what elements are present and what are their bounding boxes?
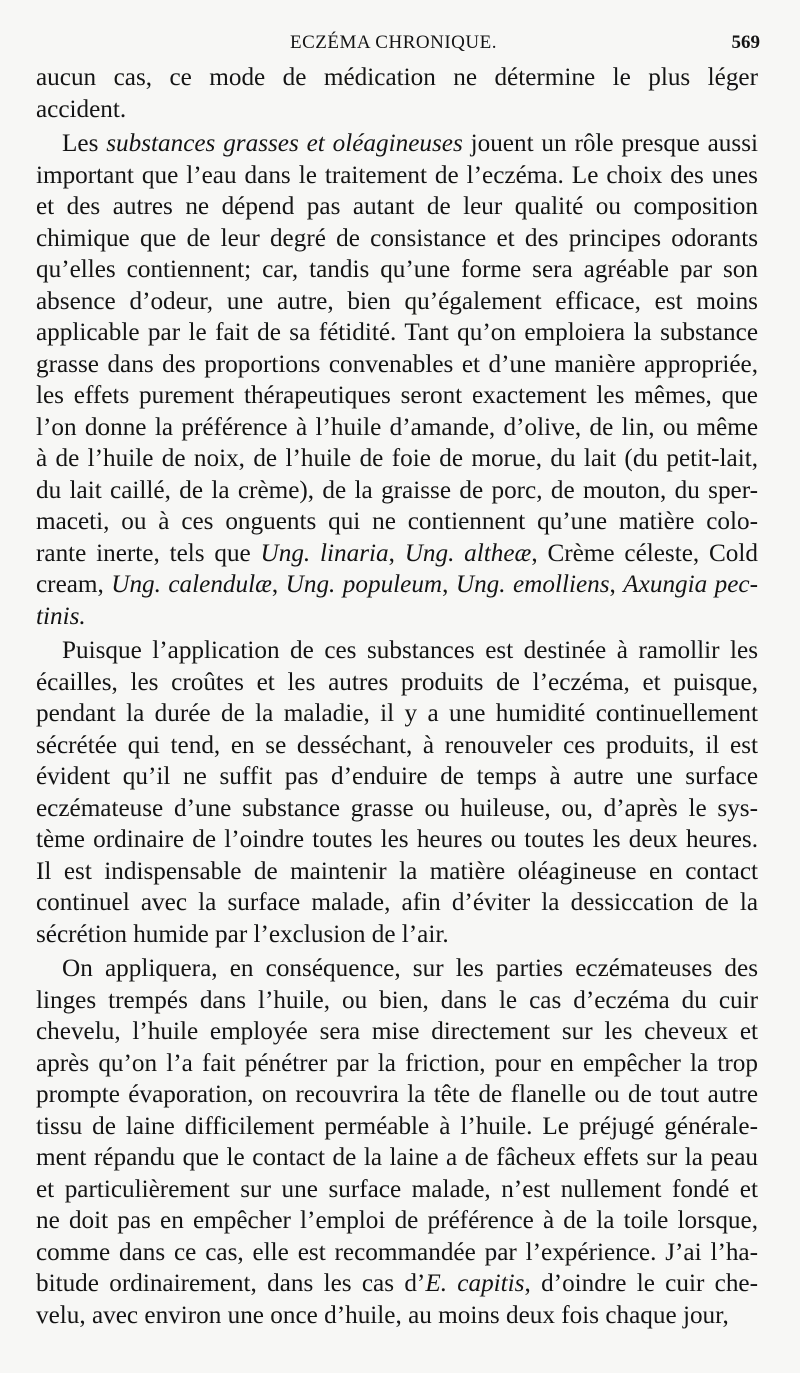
text-line: sécrétion humide par l’exclusion de l’air. — [36, 920, 449, 948]
text-line: aucun cas, ce mode de médication ne détermine le plus léger — [36, 64, 758, 91]
text-line: important que l’eau dans le traitement de l’eczéma. Le choix des unes — [36, 161, 758, 189]
paragraph — [36, 635, 758, 950]
text-line: applicable par le fait de sa fétidité. Tant qu’on emploiera la substance — [36, 319, 758, 346]
text-line: Les substances grasses et oléagineuses jouent un rôle presque aussi — [62, 130, 759, 157]
text-line: et des autres ne dépend pas autant de leur qualité ou composition — [36, 193, 758, 220]
text-line: et particulièrement sur une surface malade, n’est nullement fondé et — [36, 1175, 758, 1203]
text-line: à de l’huile de noix, de l’huile de foie de morue, du lait (du petit-lait, — [36, 445, 758, 472]
running-title: ECZÉMA CHRONIQUE. — [290, 32, 497, 53]
text-line: pendant la durée de la maladie, il y a une humidité continuellement — [36, 700, 758, 727]
body-text — [36, 62, 758, 1331]
text-line: velu, avec environ une once d’huile, au moins deux fois chaque jour, — [36, 1301, 729, 1329]
text-line: ne doit pas en empêcher l’emploi de préférence à de la toile lorsque, — [36, 1207, 758, 1234]
text-line: chevelu, l’huile employée sera mise directement sur les cheveux et — [36, 1018, 758, 1045]
text-line: l’on donne la préférence à l’huile d’amande, d’olive, de lin, ou même — [36, 413, 758, 441]
text-line: On appliquera, en conséquence, sur les parties eczémateuses des — [62, 955, 758, 982]
text-line: tème ordinaire de l’oindre toutes les heures ou toutes les deux heures. — [36, 826, 758, 853]
text-line: linges trempés dans l’huile, ou bien, dans le cas d’eczéma du cuir — [36, 986, 758, 1014]
text-line: sécrétée qui tend, en se desséchant, à renouveler ces produits, il est — [36, 731, 758, 759]
text-line: absence d’odeur, une autre, bien qu’également efficace, est moins — [36, 287, 758, 315]
text-line: du lait caillé, de la crème), de la graisse de porc, de mouton, du sper- — [36, 476, 758, 504]
text-line: grasse dans des proportions convenables et d’une manière appropriée, — [36, 350, 758, 378]
text-line: maceti, ou à ces onguents qui ne contiennent qu’une matière colo- — [36, 508, 758, 535]
page-number: 569 — [731, 32, 760, 53]
paragraph — [36, 62, 758, 125]
text-line: bitude ordinairement, dans les cas d’E. capitis, d’oindre le cuir che- — [36, 1270, 758, 1297]
text-line: les effets purement thérapeutiques seront exactement les mêmes, que — [36, 382, 758, 409]
text-line: prompte évaporation, on recouvrira la tête de flanelle ou de tout autre — [36, 1081, 758, 1108]
paragraph — [36, 128, 758, 632]
text-line: eczémateuse d’une substance grasse ou huileuse, ou, d’après le sys- — [36, 794, 758, 822]
page-header — [0, 30, 800, 60]
text-line: qu’elles contiennent; car, tandis qu’une forme sera agréable par son — [36, 256, 758, 283]
text-line: accident. — [36, 95, 127, 123]
text-line: ment répandu que le contact de la laine a de fâcheux effets sur la peau — [36, 1144, 758, 1171]
text-line: rante inerte, tels que Ung. linaria, Ung. altheæ, Crème céleste, Cold — [36, 539, 758, 567]
text-line: Il est indispensable de maintenir la matière oléagineuse en contact — [36, 857, 758, 885]
text-line: tinis. — [36, 602, 86, 630]
text-line: tissu de laine difficilement perméable à l’huile. Le préjugé générale- — [36, 1112, 758, 1140]
text-line: Puisque l’application de ces substances est destinée à ramollir les — [62, 637, 758, 664]
text-line: évident qu’il ne suffit pas d’enduire de temps à autre une surface — [36, 763, 758, 790]
paragraph — [36, 953, 758, 1331]
text-line: continuel avec la surface malade, afin d’éviter la dessiccation de la — [36, 889, 758, 916]
text-line: cream, Ung. calendulæ, Ung. populeum, Ung. emolliens, Axungia pec- — [36, 571, 759, 598]
text-line: écailles, les croûtes et les autres produits de l’eczéma, et puisque, — [36, 668, 758, 696]
text-line: comme dans ce cas, elle est recommandée par l’expérience. J’ai l’ha- — [36, 1238, 758, 1266]
text-line: chimique que de leur degré de consistance et des principes odorants — [36, 224, 758, 252]
text-line: après qu’on l’a fait pénétrer par la friction, pour en empêcher la trop — [36, 1049, 758, 1077]
